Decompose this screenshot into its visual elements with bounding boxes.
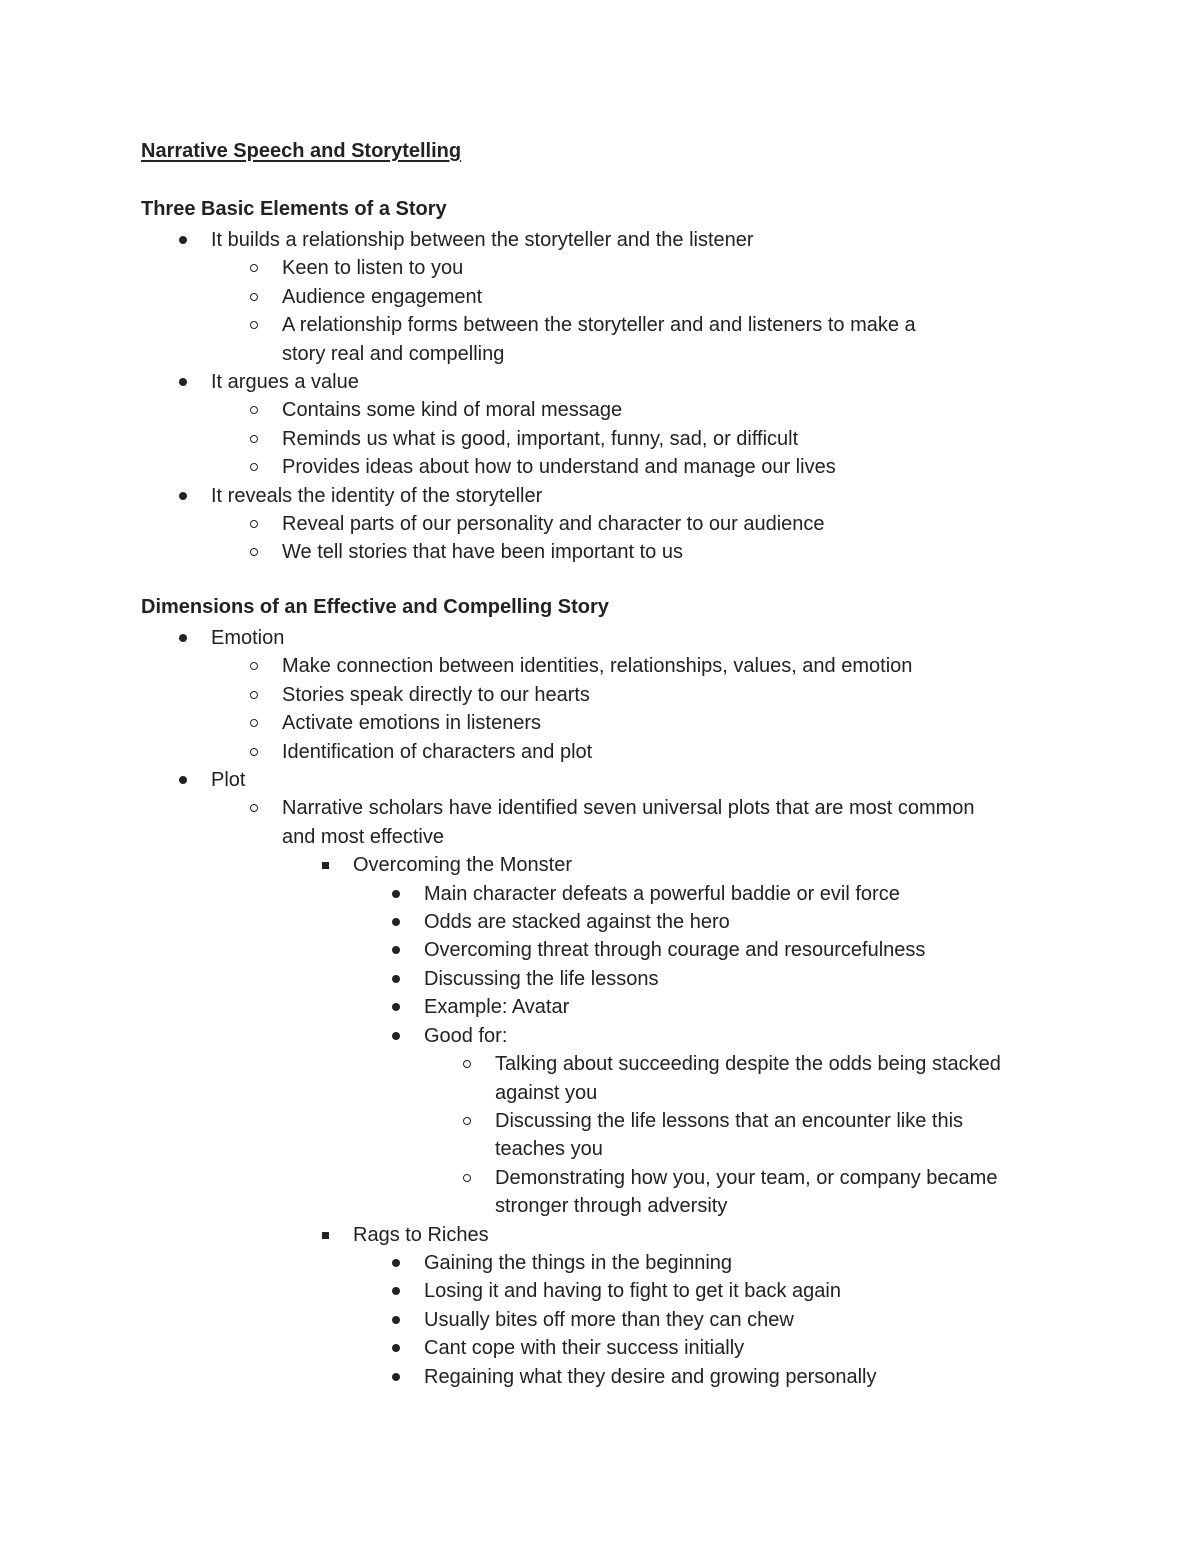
list-item xyxy=(354,880,1041,908)
list-item xyxy=(212,681,1041,709)
list-item-text: Activate emotions in listeners xyxy=(282,712,542,735)
list-item xyxy=(141,368,1041,482)
bullet-circle-icon xyxy=(248,794,262,822)
list-item xyxy=(212,738,1041,766)
list-item-text: Discussing the life lessons xyxy=(424,967,659,990)
list-item xyxy=(354,1249,1041,1277)
list-item-text: Keen to listen to you xyxy=(282,257,464,280)
bullet-circle-icon xyxy=(248,538,262,566)
bullet-disc-icon xyxy=(390,908,404,936)
list-item-text: Talking about succeeding despite the odds being stacked against you xyxy=(495,1053,1001,1104)
bullet-circle-icon xyxy=(248,453,262,481)
document-title: Narrative Speech and Storytelling xyxy=(141,140,462,162)
section-heading-elements: Three Basic Elements of a Story xyxy=(141,198,447,220)
list-item xyxy=(141,766,1041,1391)
list-item xyxy=(425,1050,1041,1107)
list-item xyxy=(354,965,1041,993)
bullet-disc-icon xyxy=(390,1277,404,1305)
bullet-square-icon xyxy=(319,851,333,879)
list-item xyxy=(212,794,1041,1391)
list-item-text: It argues a value xyxy=(211,371,359,394)
list-item-text: Identification of characters and plot xyxy=(282,740,593,763)
list-item-text: Plot xyxy=(211,769,246,792)
bullet-circle-icon xyxy=(248,652,262,680)
list-item xyxy=(212,538,1041,566)
list-item xyxy=(212,453,1041,481)
bullet-circle-icon xyxy=(248,510,262,538)
list-item xyxy=(212,311,1041,368)
list-item xyxy=(141,624,1041,766)
section-list-dimensions xyxy=(141,624,1041,1391)
bullet-circle-icon xyxy=(248,709,262,737)
bullet-disc-icon xyxy=(177,766,191,794)
bullet-circle-icon xyxy=(248,738,262,766)
bullet-circle-icon xyxy=(461,1050,475,1078)
list-item xyxy=(212,283,1041,311)
list-item xyxy=(354,993,1041,1021)
list-item-text: Example: Avatar xyxy=(424,996,570,1019)
list-item-text: Demonstrating how you, your team, or company became stronger through adversity xyxy=(495,1166,998,1218)
bullet-circle-icon xyxy=(248,425,262,453)
list-item xyxy=(212,425,1041,453)
bullet-disc-icon xyxy=(390,1363,404,1391)
list-item-text: Audience engagement xyxy=(282,285,483,308)
list-item-text: Rags to Riches xyxy=(353,1223,489,1246)
list-item-text: A relationship forms between the storyteller and and listeners to make a story real and compelling xyxy=(282,314,916,365)
list-item-text: Contains some kind of moral message xyxy=(282,399,623,422)
list-item xyxy=(354,1022,1041,1221)
bullet-disc-icon xyxy=(177,368,191,396)
list-item-text: We tell stories that have been important to us xyxy=(282,541,683,564)
list-item-text: Usually bites off more than they can chew xyxy=(424,1308,794,1331)
list-item xyxy=(212,709,1041,737)
bullet-disc-icon xyxy=(390,1249,404,1277)
list-item-text: Overcoming threat through courage and resourcefulness xyxy=(424,939,926,962)
list-item-text: Discussing the life lessons that an encounter like this teaches you xyxy=(495,1109,964,1161)
list-item-text: Overcoming the Monster xyxy=(353,854,572,877)
list-item xyxy=(354,936,1041,964)
list-item xyxy=(212,254,1041,282)
list-item-text: Narrative scholars have identified seven universal plots that are most common and most effective xyxy=(282,797,975,848)
list-item-text: Gaining the things in the beginning xyxy=(424,1251,733,1274)
section-list-elements xyxy=(141,226,1041,567)
list-item-text: Reminds us what is good, important, funny, sad, or difficult xyxy=(282,427,799,450)
list-item xyxy=(354,1277,1041,1305)
list-item-text: Make connection between identities, relationships, values, and emotion xyxy=(282,655,913,678)
list-item xyxy=(212,510,1041,538)
bullet-circle-icon xyxy=(461,1164,475,1192)
list-item-text: Stories speak directly to our hearts xyxy=(282,683,590,706)
list-item-text: Provides ideas about how to understand and manage our lives xyxy=(282,456,836,479)
list-item xyxy=(212,652,1041,680)
bullet-disc-icon xyxy=(390,1334,404,1362)
list-item-text: It reveals the identity of the storyteller xyxy=(211,484,543,507)
list-item xyxy=(212,396,1041,424)
list-item-text: Good for: xyxy=(424,1024,508,1047)
list-item xyxy=(354,1306,1041,1334)
list-item-text: Cant cope with their success initially xyxy=(424,1337,745,1360)
list-item xyxy=(283,1221,1041,1391)
bullet-disc-icon xyxy=(390,880,404,908)
list-item xyxy=(425,1107,1041,1164)
list-item-text: Losing it and having to fight to get it back again xyxy=(424,1280,841,1303)
bullet-circle-icon xyxy=(248,283,262,311)
list-item-text: It builds a relationship between the storyteller and the listener xyxy=(211,229,754,251)
bullet-disc-icon xyxy=(177,482,191,510)
bullet-square-icon xyxy=(319,1221,333,1249)
list-item-text: Regaining what they desire and growing personally xyxy=(424,1365,877,1388)
bullet-disc-icon xyxy=(390,1022,404,1050)
bullet-circle-icon xyxy=(461,1107,475,1135)
bullet-circle-icon xyxy=(248,311,262,339)
list-item-text: Emotion xyxy=(211,627,285,649)
bullet-disc-icon xyxy=(177,226,191,254)
bullet-disc-icon xyxy=(390,993,404,1021)
list-item-text: Main character defeats a powerful baddie or evil force xyxy=(424,882,900,905)
list-item xyxy=(354,908,1041,936)
bullet-disc-icon xyxy=(390,1306,404,1334)
bullet-disc-icon xyxy=(390,936,404,964)
list-item xyxy=(354,1363,1041,1391)
list-item xyxy=(141,482,1041,567)
list-item xyxy=(283,851,1041,1220)
bullet-circle-icon xyxy=(248,681,262,709)
list-item xyxy=(354,1334,1041,1362)
list-item xyxy=(141,226,1041,368)
bullet-disc-icon xyxy=(390,965,404,993)
section-heading-dimensions: Dimensions of an Effective and Compelling Story xyxy=(141,596,609,618)
list-item-text: Reveal parts of our personality and character to our audience xyxy=(282,513,825,536)
bullet-circle-icon xyxy=(248,254,262,282)
bullet-circle-icon xyxy=(248,396,262,424)
list-item-text: Odds are stacked against the hero xyxy=(424,911,730,934)
list-item xyxy=(425,1164,1041,1221)
bullet-disc-icon xyxy=(177,624,191,652)
